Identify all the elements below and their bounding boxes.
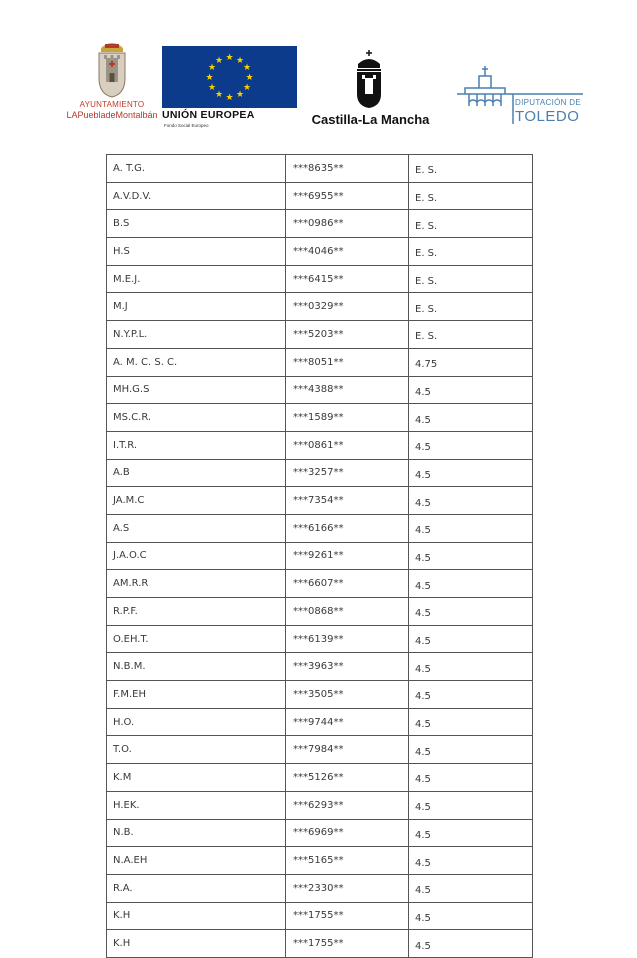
score-cell: 4.5 [409,819,533,847]
document-id-cell: ***1755** [286,930,409,958]
initials-cell: N.A.EH [107,847,286,875]
document-id-cell: ***6293** [286,791,409,819]
diputacion-toledo-logo [455,58,585,128]
table-row [107,653,533,681]
score-cell: 4.5 [409,431,533,459]
table-row [107,736,533,764]
score-cell: 4.5 [409,487,533,515]
table-row [107,459,533,487]
initials-cell: F.M.EH [107,681,286,709]
initials-cell: I.T.R. [107,431,286,459]
table-row [107,210,533,238]
results-table [106,154,533,958]
score-cell: 4.5 [409,847,533,875]
document-id-cell: ***8635** [286,155,409,183]
table-row [107,265,533,293]
score-cell: 4.5 [409,459,533,487]
score-cell: 4.5 [409,736,533,764]
initials-cell: T.O. [107,736,286,764]
document-id-cell: ***3963** [286,653,409,681]
document-id-cell: ***5126** [286,764,409,792]
score-cell: 4.5 [409,376,533,404]
table-row [107,902,533,930]
ayuntamiento-logo [62,40,162,130]
score-cell: 4.5 [409,514,533,542]
document-id-cell: ***8051** [286,348,409,376]
document-id-cell: ***6969** [286,819,409,847]
table-row [107,847,533,875]
ayuntamiento-label: AYUNTAMIENTO [79,100,145,109]
document-id-cell: ***0868** [286,598,409,626]
initials-cell: R.P.F. [107,598,286,626]
initials-cell: H.O. [107,708,286,736]
initials-cell: R.A. [107,874,286,902]
eu-title: UNIÓN EUROPEA [162,109,255,121]
initials-cell: AM.R.R [107,570,286,598]
svg-text:★: ★ [207,63,217,73]
table-row [107,182,533,210]
document-id-cell: ***7984** [286,736,409,764]
table-row [107,293,533,321]
document-id-cell: ***0986** [286,210,409,238]
town-crest-icon [95,40,129,98]
table-row [107,321,533,349]
svg-text:★: ★ [245,73,254,83]
score-cell: 4.5 [409,791,533,819]
eu-subtitle: Fondo Social Europeo [164,123,209,128]
svg-text:★: ★ [225,53,234,63]
initials-cell: O.EH.T. [107,625,286,653]
table-row [107,681,533,709]
score-cell: 4.5 [409,404,533,432]
initials-cell: MH.G.S [107,376,286,404]
eu-logo [162,46,302,134]
score-cell: 4.5 [409,570,533,598]
table-row [107,708,533,736]
svg-text:★: ★ [242,83,252,93]
score-cell: 4.5 [409,681,533,709]
initials-cell: N.B. [107,819,286,847]
eu-flag-icon [162,46,297,108]
score-cell: 4.5 [409,874,533,902]
initials-cell: MS.C.R. [107,404,286,432]
score-cell: E. S. [409,265,533,293]
table-row [107,819,533,847]
castilla-la-mancha-name: Castilla-La Mancha [311,112,430,127]
score-cell: 4.5 [409,625,533,653]
document-id-cell: ***9261** [286,542,409,570]
table-row [107,487,533,515]
initials-cell: A.B [107,459,286,487]
table-row [107,570,533,598]
svg-text:★: ★ [207,83,217,93]
table-row [107,764,533,792]
score-cell: 4.5 [409,930,533,958]
score-cell: 4.5 [409,764,533,792]
initials-cell: M.E.J. [107,265,286,293]
table-row [107,514,533,542]
table-row [107,874,533,902]
initials-cell: K.M [107,764,286,792]
initials-cell: M.J [107,293,286,321]
document-id-cell: ***6139** [286,625,409,653]
table-row [107,238,533,266]
score-cell: 4.5 [409,902,533,930]
table-row [107,930,533,958]
document-id-cell: ***3505** [286,681,409,709]
initials-cell: A. T.G. [107,155,286,183]
svg-text:★: ★ [235,90,245,100]
document-id-cell: ***6166** [286,514,409,542]
document-id-cell: ***9744** [286,708,409,736]
score-cell: E. S. [409,321,533,349]
document-id-cell: ***5203** [286,321,409,349]
svg-text:★: ★ [225,93,234,103]
initials-cell: K.H [107,902,286,930]
score-cell: 4.5 [409,598,533,626]
svg-text:★: ★ [235,56,245,66]
document-id-cell: ***2330** [286,874,409,902]
table-row [107,791,533,819]
document-id-cell: ***7354** [286,487,409,515]
document-id-cell: ***6415** [286,265,409,293]
svg-text:★: ★ [242,63,252,73]
initials-cell: N.B.M. [107,653,286,681]
toledo-label: TOLEDO [515,108,580,125]
document-id-cell: ***1589** [286,404,409,432]
castilla-la-mancha-logo [308,50,433,130]
score-cell: E. S. [409,238,533,266]
town-name: LAPuebladeMontalbán [66,110,158,120]
score-cell: 4.5 [409,653,533,681]
svg-text:★: ★ [214,90,224,100]
initials-cell: J.A.O.C [107,542,286,570]
diputacion-label: DIPUTACIÓN DE [515,98,581,107]
table-row [107,598,533,626]
initials-cell: H.EK. [107,791,286,819]
initials-cell: A.V.D.V. [107,182,286,210]
score-cell: E. S. [409,155,533,183]
castle-crest-icon [354,50,384,108]
document-id-cell: ***5165** [286,847,409,875]
table-row [107,348,533,376]
document-id-cell: ***3257** [286,459,409,487]
initials-cell: B.S [107,210,286,238]
initials-cell: N.Y.P.L. [107,321,286,349]
score-cell: 4.75 [409,348,533,376]
document-id-cell: ***0329** [286,293,409,321]
document-id-cell: ***4388** [286,376,409,404]
results-table-body [107,155,533,958]
score-cell: 4.5 [409,708,533,736]
document-id-cell: ***6607** [286,570,409,598]
svg-text:★: ★ [205,73,214,83]
table-row [107,376,533,404]
score-cell: E. S. [409,182,533,210]
document-id-cell: ***4046** [286,238,409,266]
table-row [107,542,533,570]
initials-cell: A.S [107,514,286,542]
document-id-cell: ***1755** [286,902,409,930]
table-row [107,155,533,183]
document-id-cell: ***6955** [286,182,409,210]
initials-cell: H.S [107,238,286,266]
table-row [107,625,533,653]
initials-cell: JA.M.C [107,487,286,515]
table-row [107,431,533,459]
score-cell: 4.5 [409,542,533,570]
table-row [107,404,533,432]
svg-text:★: ★ [214,56,224,66]
score-cell: E. S. [409,210,533,238]
document-id-cell: ***0861** [286,431,409,459]
initials-cell: K.H [107,930,286,958]
score-cell: E. S. [409,293,533,321]
initials-cell: A. M. C. S. C. [107,348,286,376]
